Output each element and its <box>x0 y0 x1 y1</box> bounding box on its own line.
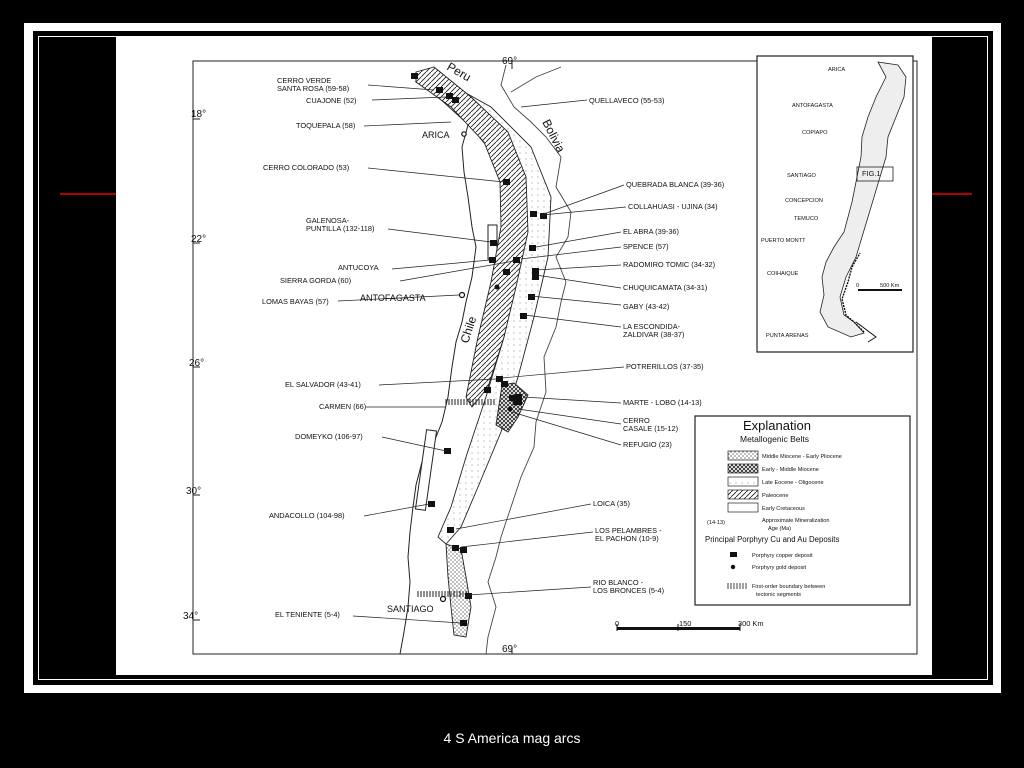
deposit-label-right: RIO BLANCO - <box>593 578 644 587</box>
inset-city-label: TEMUCO <box>794 216 819 222</box>
deposit-label-left: CARMEN (66) <box>319 402 367 411</box>
legend-deposits-title: Principal Porphyry Cu and Au Deposits <box>705 535 840 544</box>
deposit-label-left: SIERRA GORDA (60) <box>280 276 352 285</box>
inset-city-label: COIHAIQUE <box>767 271 799 277</box>
latitude-22-label: 22° <box>191 234 207 245</box>
longitude-top-label: 69° <box>502 56 518 67</box>
legend-subtitle: Metallogenic Belts <box>740 434 809 444</box>
inset-scale-zero: 0 <box>856 283 860 289</box>
deposit-label-left: ANDACOLLO (104-98) <box>269 511 345 520</box>
deposit-label-right: POTRERILLOS (37-35) <box>626 362 704 371</box>
deposit-label-left: GALENOSA- <box>306 216 350 225</box>
legend-boundary-label: First-order boundary between <box>752 584 826 590</box>
deposit-label-right: GABY (43-42) <box>623 302 670 311</box>
longitude-bottom-label: 69° <box>502 644 518 655</box>
inset-map <box>757 56 913 352</box>
legend-age-sample: (14-13) <box>707 520 726 526</box>
legend-gold-label: Porphyry gold deposit <box>752 565 807 571</box>
legend-belt-label: Middle Miocene - Early Pliocene <box>762 454 842 460</box>
latitude-26-label: 26° <box>189 358 205 369</box>
legend-copper-label: Porphyry copper deposit <box>752 553 813 559</box>
accent-line-right <box>932 193 972 195</box>
deposit-label-right: EL ABRA (39-36) <box>623 227 680 236</box>
legend-age-label: Approximate Mineralization <box>762 518 830 524</box>
inset-city-label: PUERTO MONTT <box>761 238 806 244</box>
deposit-label-left: CUAJONE (52) <box>306 96 357 105</box>
deposit-label-right: QUELLAVECO (55-53) <box>589 96 665 105</box>
deposit-label-right: QUEBRADA BLANCA (39-36) <box>626 180 725 189</box>
deposit-label-right: EL PACHON (10-9) <box>595 534 659 543</box>
scale-end-label: 300 Km <box>738 619 764 628</box>
inset-city-label: ARICA <box>828 67 846 73</box>
deposit-label-left: EL SALVADOR (43-41) <box>285 380 361 389</box>
latitude-34-label: 34° <box>183 611 199 622</box>
inset-city-label: PUNTA ARENAS <box>766 333 809 339</box>
deposit-label-left: PUNTILLA (132-118) <box>306 224 375 233</box>
deposit-label-right: MARTE - LOBO (14-13) <box>623 398 702 407</box>
deposit-label-left: EL TENIENTE (5-4) <box>275 610 340 619</box>
legend-belt-label: Paleocene <box>762 493 789 499</box>
inset-figure-label: FIG.1 <box>862 169 881 178</box>
country-peru-label: Peru <box>444 59 474 85</box>
deposit-label-right: LOS BRONCES (5-4) <box>593 586 665 595</box>
legend-belt-label: Early Cretaceous <box>762 506 805 512</box>
legend-age-label: Age (Ma) <box>768 526 792 532</box>
accent-line-left <box>60 193 116 195</box>
deposit-label-right: REFUGIO (23) <box>623 440 672 449</box>
inset-city-label: SANTIAGO <box>787 173 816 179</box>
legend-belt-label: Late Eocene - Oligocene <box>762 480 824 486</box>
inset-city-label: COPIAPO <box>802 130 828 136</box>
city-arica-label: ARICA <box>422 130 450 140</box>
city-santiago-label: SANTIAGO <box>387 604 434 614</box>
deposit-label-right: LOICA (35) <box>593 499 630 508</box>
deposit-label-left: TOQUEPALA (58) <box>296 121 356 130</box>
peru-border <box>511 67 561 92</box>
country-chile-label: Chile <box>457 314 480 345</box>
deposit-label-right: CHUQUICAMATA (34-31) <box>623 283 708 292</box>
scale-zero-label: 0 <box>615 619 620 628</box>
scale-mid-label: 150 <box>679 619 692 628</box>
map-svg <box>116 37 932 675</box>
legend-boundary-label: tectonic segments <box>756 592 802 598</box>
deposit-label-left: ANTUCOYA <box>338 263 379 272</box>
latitude-30-label: 30° <box>186 486 202 497</box>
deposit-label-right: ZALDIVAR (38-37) <box>623 330 685 339</box>
deposit-label-left: LOMAS BAYAS (57) <box>262 297 329 306</box>
deposit-label-right: LA ESCONDIDA- <box>623 322 681 331</box>
deposit-label-left: DOMEYKO (106-97) <box>295 432 363 441</box>
city-antofagasta-label: ANTOFAGASTA <box>360 293 426 303</box>
metallogenic-map <box>116 37 932 675</box>
legend-belt-label: Early - Middle Miocene <box>762 467 819 473</box>
inset-city-label: CONCEPCION <box>785 198 823 204</box>
inset-city-label: ANTOFAGASTA <box>792 103 833 109</box>
country-bolivia-label: Bolivia <box>539 117 568 155</box>
deposit-label-right: CASALE (15-12) <box>623 424 679 433</box>
slide-caption: 4 S America mag arcs <box>443 730 581 746</box>
deposit-label-right: CERRO <box>623 416 650 425</box>
deposit-label-right: COLLAHUASI - UJINA (34) <box>628 202 718 211</box>
inset-scale-bar <box>858 289 902 291</box>
deposit-label-left: CERRO COLORADO (53) <box>263 163 350 172</box>
legend-title: Explanation <box>743 418 811 433</box>
latitude-18-label: 18° <box>191 109 207 120</box>
deposit-label-left: CERRO VERDE <box>277 76 332 85</box>
deposit-label-right: RADOMIRO TOMIC (34-32) <box>623 260 716 269</box>
deposit-label-left: SANTA ROSA (59-58) <box>277 84 350 93</box>
deposit-label-right: LOS PELAMBRES - <box>595 526 662 535</box>
deposit-label-right: SPENCE (57) <box>623 242 669 251</box>
inset-scale-end: 500 Km <box>880 283 900 289</box>
